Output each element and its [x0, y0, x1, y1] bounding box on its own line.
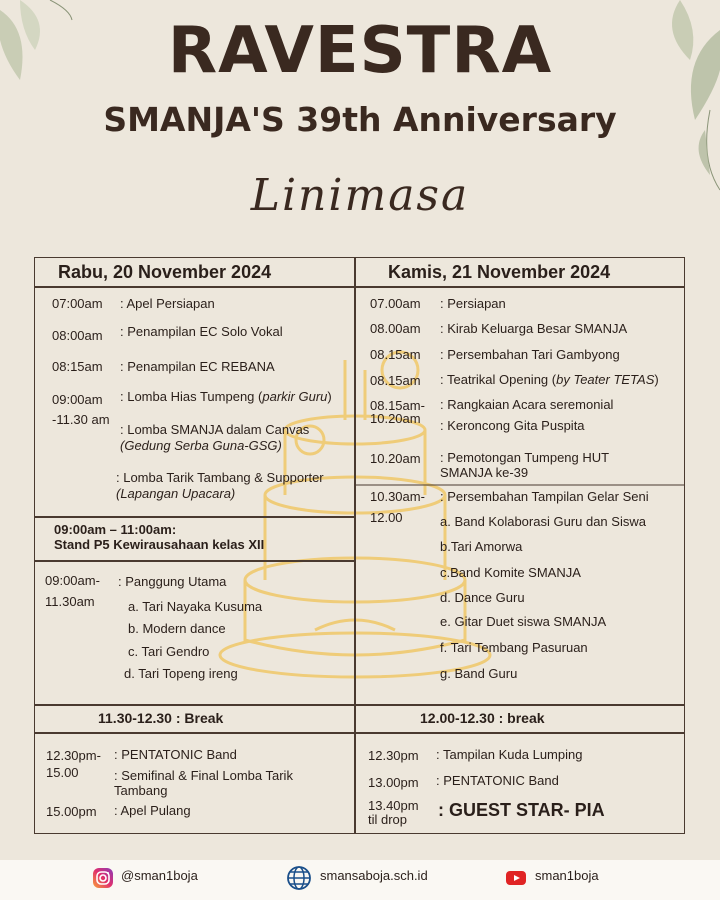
- page-subtitle: SMANJA'S 39th Anniversary: [103, 100, 617, 139]
- stage-time: 09:00am-: [45, 573, 100, 588]
- activity-text: : Teatrikal Opening (: [440, 372, 557, 387]
- location-text: (Gedung Serba Guna-GSG): [120, 438, 282, 453]
- globe-icon[interactable]: [286, 865, 312, 891]
- day1-activity: [120, 389, 332, 405]
- day1-activity: : PENTATONIC Band: [114, 747, 237, 762]
- day2-time: 08.15am-: [370, 398, 425, 413]
- day1-time: 08:00am: [52, 328, 103, 343]
- day2-activity: : Tampilan Kuda Lumping: [436, 747, 583, 762]
- show-item: e. Gitar Duet siswa SMANJA: [440, 614, 607, 629]
- day2-activity: : Kirab Keluarga Besar SMANJA: [440, 321, 628, 336]
- show-item: a. Band Kolaborasi Guru dan Siswa: [440, 514, 646, 529]
- day1-time-end: -11.30 am: [52, 412, 110, 427]
- day1-activity: : Semifinal & Final Lomba Tarik: [114, 768, 293, 783]
- show-item: b.Tari Amorwa: [440, 539, 523, 554]
- show-time: 10.30am-: [370, 489, 425, 504]
- day2-time: 13.00pm: [368, 775, 419, 790]
- day2-date: Kamis, 21 November 2024: [388, 262, 611, 282]
- activity-note: by Teater TETAS: [556, 372, 655, 387]
- show-title: : Persembahan Tampilan Gelar Seni: [440, 489, 649, 504]
- day1-time: 12.30pm-: [46, 748, 101, 763]
- day2-activity: : Persembahan Tari Gambyong: [440, 347, 620, 362]
- stand-text: Stand P5 Kewirausahaan kelas XII: [54, 537, 265, 552]
- day2-activity: : PENTATONIC Band: [436, 773, 559, 788]
- day1-activity: Tambang: [114, 783, 168, 798]
- day2-activity: : Keroncong Gita Puspita: [440, 418, 585, 433]
- stage-item: d. Tari Topeng ireng: [124, 666, 238, 681]
- youtube-channel[interactable]: sman1boja: [535, 868, 599, 883]
- day1-time: 08:15am: [52, 359, 103, 374]
- day1-time: 09:00am: [52, 392, 103, 407]
- day1-activity: : Lomba Tarik Tambang & Supporter: [116, 470, 324, 485]
- column-divider: [354, 257, 356, 834]
- day1-activity: : Penampilan EC REBANA: [120, 359, 275, 374]
- day2-time: 08.15am: [370, 373, 421, 388]
- day1-activity: : Lomba SMANJA dalam Canvas: [120, 422, 310, 437]
- activity-text: : Lomba Hias Tumpeng (: [120, 389, 263, 404]
- stand-time: 09:00am – 11:00am:: [54, 522, 177, 537]
- divider: [34, 286, 685, 288]
- activity-note: parkir Guru: [262, 389, 328, 404]
- stage-time-end: 11.30am: [45, 594, 95, 609]
- website-link[interactable]: smansaboja.sch.id: [320, 868, 428, 883]
- day1-date: Rabu, 20 November 2024: [58, 262, 272, 282]
- day2-time: 13.40pm: [368, 798, 419, 813]
- section-title: Linimasa: [250, 170, 470, 221]
- day1-activity: : Apel Persiapan: [120, 296, 215, 311]
- activity-text-end: ): [654, 372, 659, 387]
- location-text: (Lapangan Upacara): [116, 486, 236, 501]
- day2-time: 10.20am: [370, 451, 421, 466]
- day1-activity: : Penampilan EC Solo Vokal: [120, 324, 283, 339]
- day2-time-end: 10.20am: [370, 411, 421, 426]
- day2-activity: : Persiapan: [440, 296, 506, 311]
- day2-activity: SMANJA ke-39: [440, 465, 529, 480]
- divider: [356, 484, 685, 486]
- divider: [34, 704, 685, 706]
- stage-item: a. Tari Nayaka Kusuma: [128, 599, 263, 614]
- divider: [34, 560, 354, 562]
- divider: [34, 516, 354, 518]
- instagram-handle[interactable]: @sman1boja: [121, 868, 198, 883]
- day1-break: 11.30-12.30 : Break: [98, 710, 224, 726]
- day2-activity: [440, 372, 659, 388]
- day2-activity: : Pemotongan Tumpeng HUT: [440, 450, 610, 465]
- youtube-icon[interactable]: [506, 870, 526, 886]
- page-title: RAVESTRA: [167, 14, 553, 88]
- activity-text-end: ): [327, 389, 332, 404]
- instagram-icon[interactable]: [92, 867, 114, 889]
- show-item: f. Tari Tembang Pasuruan: [440, 640, 588, 655]
- day1-activity-location: [120, 438, 282, 454]
- day1-time: 15.00pm: [46, 804, 97, 819]
- divider: [34, 732, 685, 734]
- day2-time: 07.00am: [370, 296, 421, 311]
- show-item: d. Dance Guru: [440, 590, 525, 605]
- day2-time: 12.30pm: [368, 748, 419, 763]
- day2-activity: : Rangkaian Acara seremonial: [440, 397, 614, 412]
- show-time-end: 12.00: [370, 510, 403, 525]
- day1-activity-location: [116, 486, 235, 502]
- day2-time: 08.00am: [370, 321, 421, 336]
- guest-star: : GUEST STAR- PIA: [438, 800, 605, 820]
- day2-time: 08.15am: [370, 347, 421, 362]
- stage-item: c. Tari Gendro: [128, 644, 210, 659]
- show-item: c.Band Komite SMANJA: [440, 565, 581, 580]
- day2-time-end: til drop: [368, 812, 408, 827]
- day1-time: 07:00am: [52, 296, 103, 311]
- day2-break: 12.00-12.30 : break: [420, 710, 545, 726]
- stage-title: : Panggung Utama: [118, 574, 227, 589]
- day1-time-end: 15.00: [46, 765, 79, 780]
- show-item: g. Band Guru: [440, 666, 518, 681]
- day1-activity: : Apel Pulang: [114, 803, 191, 818]
- stage-item: b. Modern dance: [128, 621, 226, 636]
